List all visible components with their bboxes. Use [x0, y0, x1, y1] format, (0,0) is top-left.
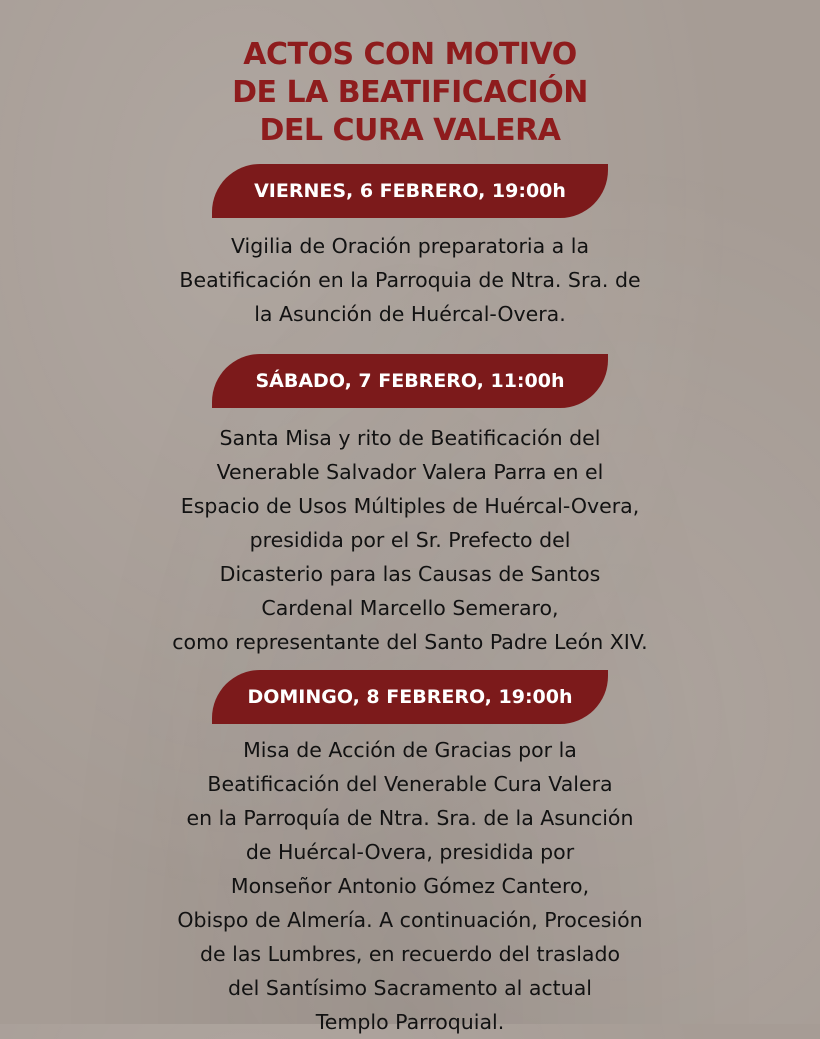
- date-banner-sunday: [212, 670, 608, 724]
- description-line: Vigilia de Oración preparatoria a la: [230, 234, 590, 258]
- description-line: en la Parroquía de Ntra. Sra. de la Asunción: [186, 806, 634, 830]
- description-line: Espacio de Usos Múltiples de Huércal-Overa,: [180, 494, 640, 518]
- description-line: de Huércal-Overa, presidida por: [245, 840, 575, 864]
- event-description-friday: [20, 229, 800, 331]
- title-line: DE LA BEATIFICACIÓN: [232, 75, 588, 110]
- description-line: de las Lumbres, en recuerdo del traslado: [199, 942, 621, 966]
- description-line: del Santísimo Sacramento al actual: [228, 976, 592, 1000]
- poster-title: [0, 36, 820, 150]
- date-banner-label: VIERNES, 6 FEBRERO, 19:00h: [254, 180, 566, 202]
- description-line: la Asunción de Huércal-Overa.: [254, 302, 566, 326]
- description-line: Misa de Acción de Gracias por la: [243, 738, 577, 762]
- description-line: Monseñor Antonio Gómez Cantero,: [230, 874, 590, 898]
- title-line: ACTOS CON MOTIVO: [243, 37, 577, 72]
- event-description-saturday: [20, 421, 800, 659]
- description-line: Santa Misa y rito de Beatificación del: [219, 426, 601, 450]
- description-line: Beatificación en la Parroquia de Ntra. Sra. de: [179, 268, 641, 292]
- description-line: Beatificación del Venerable Cura Valera: [207, 772, 613, 796]
- description-line: como representante del Santo Padre León XIV.: [172, 630, 648, 654]
- date-banner-label: SÁBADO, 7 FEBRERO, 11:00h: [255, 370, 565, 392]
- description-line: Venerable Salvador Valera Parra en el: [216, 460, 604, 484]
- description-line: Obispo de Almería. A continuación, Procesión: [177, 908, 643, 932]
- description-line: Templo Parroquial.: [315, 1010, 505, 1034]
- description-line: Cardenal Marcello Semeraro,: [261, 596, 559, 620]
- date-banner-label: DOMINGO, 8 FEBRERO, 19:00h: [247, 686, 573, 708]
- event-description-sunday: [20, 733, 800, 1039]
- date-banner-friday: [212, 164, 608, 218]
- description-line: presidida por el Sr. Prefecto del: [249, 528, 571, 552]
- description-line: Dicasterio para las Causas de Santos: [219, 562, 601, 586]
- title-line: DEL CURA VALERA: [259, 113, 561, 148]
- date-banner-saturday: [212, 354, 608, 408]
